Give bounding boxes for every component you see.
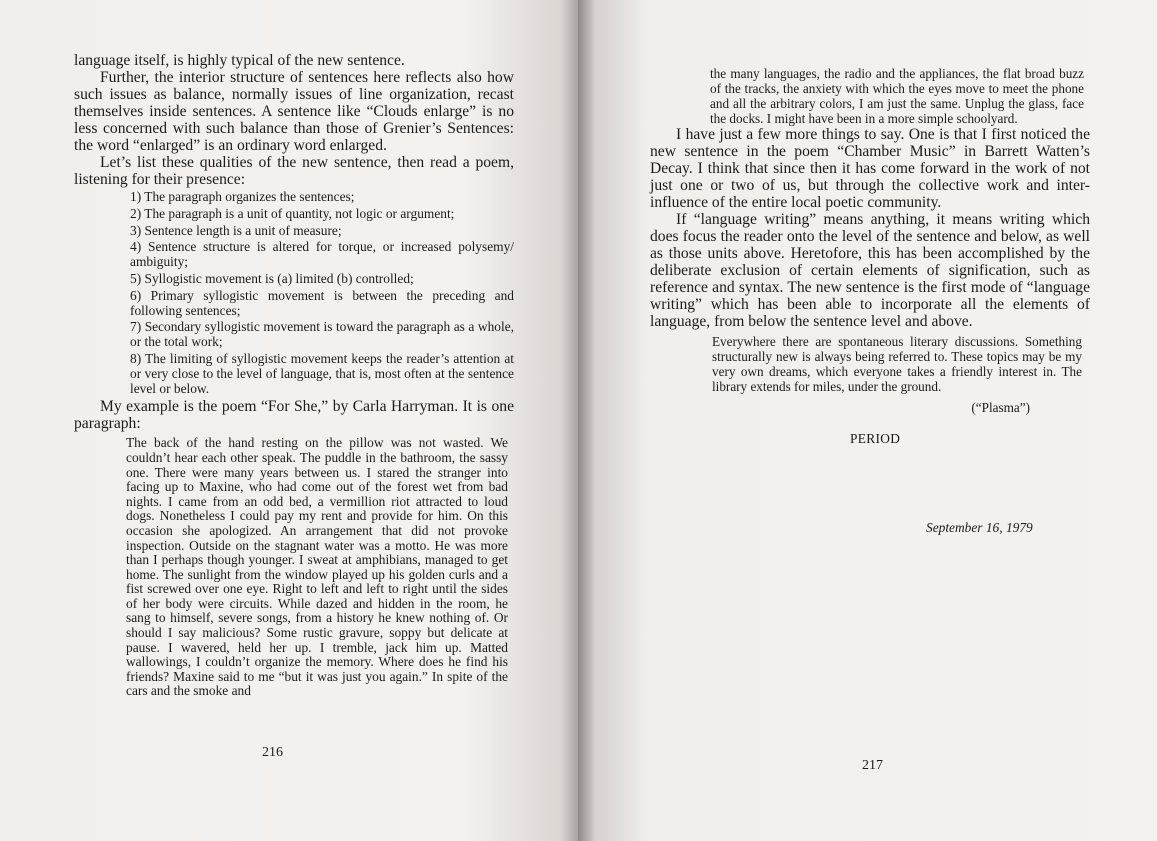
page-number-left: 216 [262, 745, 283, 760]
paragraph: I have just a few more things to say. One is that I first noticed the new sentence in the poem “Chamber Music” in Barrett Watten’s Decay. I think that since then it has come forward in the work of not just one or two of us, but through the collective work and inter-influence of the entire local poetic community. [650, 126, 1090, 211]
section-heading: PERIOD [850, 431, 901, 446]
date-line: September 16, 1979 [926, 520, 1033, 535]
paragraph: If “language writing” means anything, it means writing which does focus the reader onto the level of the sentence and below, as well as those units above. Heretofore, this has been accomplished by the deliberate exclusion of certain elements of signification, such as reference and syntax. The new sentence is the first mode of “language writing” which has been able to incorporate all the elements of language, from below the sentence level and above. [650, 211, 1090, 330]
poem-continuation: the many languages, the radio and the appliances, the flat broad buzz of the tracks, the anxiety with which the eyes move to meet the phone and all the arbitrary colors, I am just the same. Unplug the glass, face the docks. I might have been in a more simple schoolyard. [710, 66, 1084, 126]
left-page-text [74, 52, 514, 701]
list-item: 1) The paragraph organizes the sentences; [130, 189, 355, 204]
list-item: 8) The limiting of syllogistic movement keeps the reader’s attention at or very close to the level of language, that is, most often at the sentence level or below. [130, 350, 514, 396]
page-number-right: 217 [862, 758, 883, 773]
example-intro: My example is the poem “For She,” by Carla Harryman. It is one paragraph: [74, 398, 514, 433]
paragraph: Let’s list these qualities of the new sentence, then read a poem, listening for their presence: [74, 154, 514, 188]
paragraph: language itself, is highly typical of the new sentence. [74, 52, 405, 69]
block-quote: Everywhere there are spontaneous literary discussions. Something structurally new is always being referred to. These topics may be my very own dreams, which everyone takes a friendly interest in. The library extends for miles, under the ground. [712, 334, 1082, 394]
paragraph: Further, the interior structure of sentences here reflects also how such issues as balance, normally issues of line organization, recast themselves inside sentences. A sentence like “Clouds enlarge” is no less concerned with such balance than those of Grenier’s Sentences: the word “enlarged” is an ordinary word enlarged. [74, 69, 514, 154]
poem-quote: The back of the hand resting on the pillow was not wasted. We couldn’t hear each other speak. The puddle in the bathroom, the sassy one. There were many years between us. I stared the stranger into facing up to Maxine, who had come out of the forest wet from bad nights. I came from an odd bed, a vermillion riot attracted to loud dogs. Nonetheless I could pay my rent and provide for him. On this occasion she apologized. An arrangement that did not provoke inspection. Outside on the stagnant water was a motto. He was more than I perhaps though younger. I sweat at amphibians, managed to get home. The sunlight from the window played up his golden curls and a fist screwed over one eye. Right to left and left to right until the sides of her body were circuits. While dazed and hidden in the room, he sang to himself, severe songs, from a history he knew nothing of. Or should I say malicious? Some rustic gravure, soppy but delicate at pause. I wavered, held her up. I tremble, jack him up. Matted wallowings, I couldn’t organize the memory. Where does he find his friends? Maxine said to me “but it was just you again.” In spite of the cars and the smoke and [126, 435, 508, 699]
list-item: 5) Syllogistic movement is (a) limited (b) controlled; [130, 270, 414, 286]
list-item: 2) The paragraph is a unit of quantity, not logic or argument; [130, 205, 455, 221]
list-item: 7) Secondary syllogistic movement is toward the paragraph as a whole, or the total work; [130, 319, 514, 350]
list-item: 3) Sentence length is a unit of measure; [130, 222, 342, 238]
qualities-list [130, 190, 514, 396]
right-page-text [650, 66, 1090, 416]
quote-attribution: (“Plasma”) [971, 400, 1030, 415]
list-item: 4) Sentence structure is altered for torque, or increased polysemy/ ambiguity; [130, 239, 514, 270]
list-item: 6) Primary syllogistic movement is between the preceding and following sentences; [130, 287, 514, 318]
